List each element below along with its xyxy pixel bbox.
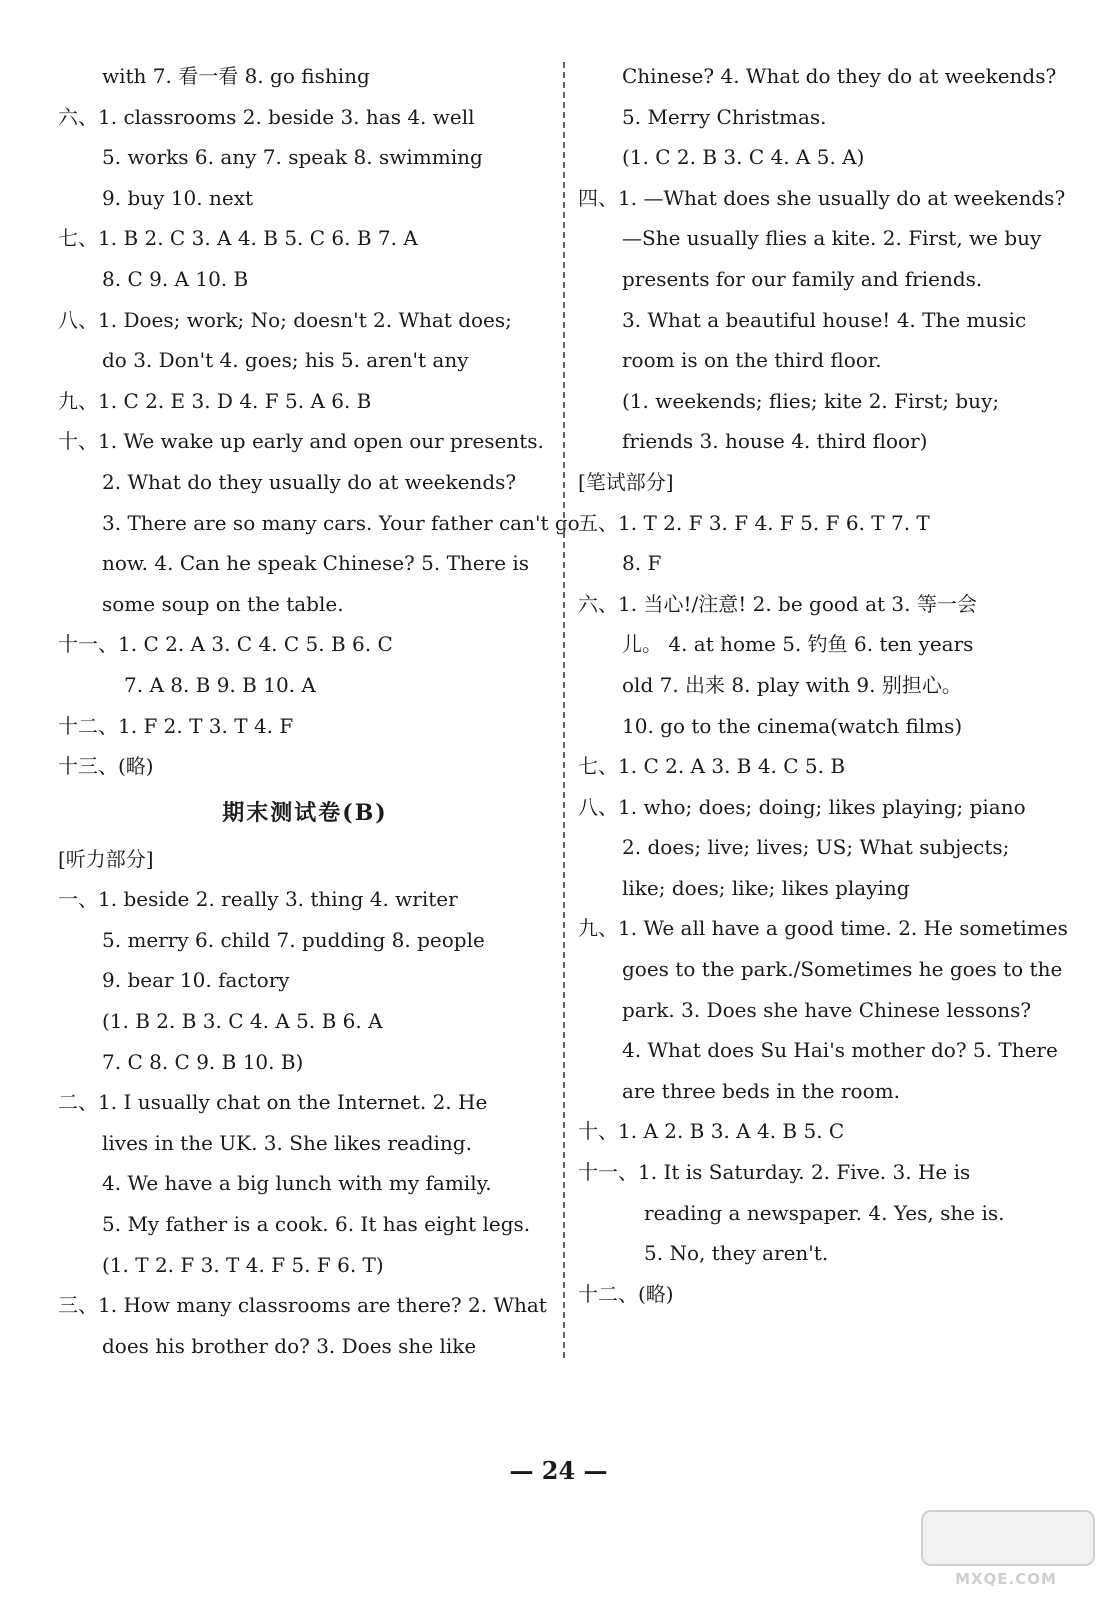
answer-line: now. 4. Can he speak Chinese? 5. There is [102, 551, 530, 576]
answer-line: 五、1. T 2. F 3. F 4. F 5. F 6. T 7. T [578, 510, 930, 535]
watermark-url: MXQE.COM [955, 1570, 1057, 1588]
answer-line: 九、1. C 2. E 3. D 4. F 5. A 6. B [58, 388, 372, 413]
watermark-seal-icon [921, 1510, 1095, 1566]
answer-line: 7. A 8. B 9. B 10. A [124, 672, 316, 697]
answer-line: reading a newspaper. 4. Yes, she is. [644, 1200, 1005, 1225]
answer-line: 9. bear 10. factory [102, 968, 290, 993]
column-divider [563, 62, 565, 1358]
right-column [578, 56, 1072, 1314]
answer-line: room is on the third floor. [622, 348, 882, 373]
answer-line: 十、1. We wake up early and open our presents. [58, 429, 544, 454]
answer-line: with 7. 看一看 8. go fishing [102, 64, 370, 88]
answer-line: 7. C 8. C 9. B 10. B) [102, 1049, 304, 1074]
answer-line: like; does; like; likes playing [622, 875, 910, 900]
answer-line: 儿。 4. at home 5. 钓鱼 6. ten years [622, 632, 974, 657]
answer-line: 3. There are so many cars. Your father can't go [102, 510, 580, 535]
answer-line: 5. My father is a cook. 6. It has eight legs. [102, 1212, 531, 1237]
answer-line: old 7. 出来 8. play with 9. 别担心。 [622, 672, 962, 697]
answer-line: 8. F [622, 551, 662, 576]
answer-line: 八、1. who; does; doing; likes playing; piano [578, 794, 1026, 819]
answer-line: (1. B 2. B 3. C 4. A 5. B 6. A [102, 1009, 383, 1034]
answer-line: 三、1. How many classrooms are there? 2. What [58, 1293, 547, 1318]
answer-line: 4. We have a big lunch with my family. [102, 1171, 492, 1196]
left-column [58, 56, 580, 1366]
answer-line: 十二、(略) [578, 1281, 674, 1306]
answer-line: (1. T 2. F 3. T 4. F 5. F 6. T) [102, 1252, 384, 1277]
answer-line: are three beds in the room. [622, 1078, 900, 1103]
page-number: — 24 — [509, 1456, 608, 1485]
answer-line: 2. does; live; lives; US; What subjects; [622, 835, 1010, 860]
answer-line: park. 3. Does she have Chinese lessons? [622, 997, 1032, 1022]
answer-line: (1. weekends; flies; kite 2. First; buy; [622, 388, 1000, 413]
answer-line: 9. buy 10. next [102, 185, 253, 210]
answer-line: 二、1. I usually chat on the Internet. 2. He [58, 1090, 488, 1115]
answer-line: 4. What does Su Hai's mother do? 5. There [622, 1038, 1058, 1063]
answer-line: 七、1. B 2. C 3. A 4. B 5. C 6. B 7. A [58, 226, 418, 251]
answer-line: 5. merry 6. child 7. pudding 8. people [102, 927, 485, 952]
answer-line: 一、1. beside 2. really 3. thing 4. writer [58, 887, 458, 912]
answer-line: 5. works 6. any 7. speak 8. swimming [102, 145, 483, 170]
section-heading: 期末测试卷(B) [222, 799, 388, 826]
answer-line: 七、1. C 2. A 3. B 4. C 5. B [578, 754, 846, 779]
answer-line: presents for our family and friends. [622, 266, 983, 291]
answer-line: 十二、1. F 2. T 3. T 4. F [58, 713, 294, 738]
answer-line: 八、1. Does; work; No; doesn't 2. What does; [58, 307, 512, 332]
answer-line: (1. C 2. B 3. C 4. A 5. A) [622, 145, 865, 170]
answer-line: lives in the UK. 3. She likes reading. [102, 1130, 472, 1155]
answer-line: 四、1. —What does she usually do at weekends? [578, 185, 1066, 210]
answer-line: some soup on the table. [102, 591, 344, 616]
answer-line: 10. go to the cinema(watch films) [622, 713, 963, 738]
answer-line: [听力部分] [58, 846, 154, 871]
answer-line: do 3. Don't 4. goes; his 5. aren't any [102, 348, 469, 373]
answer-line: 8. C 9. A 10. B [102, 266, 249, 291]
answer-line: 十一、1. C 2. A 3. C 4. C 5. B 6. C [58, 632, 393, 657]
watermark-logo [921, 1510, 1091, 1588]
answer-line: goes to the park./Sometimes he goes to the [622, 957, 1063, 982]
answer-line: 六、1. classrooms 2. beside 3. has 4. well [58, 104, 475, 129]
answer-line: 六、1. 当心!/注意! 2. be good at 3. 等一会 [578, 591, 977, 616]
answer-line: 十、1. A 2. B 3. A 4. B 5. C [578, 1119, 845, 1144]
answer-line: 2. What do they usually do at weekends? [102, 469, 517, 494]
answer-line: friends 3. house 4. third floor) [622, 429, 928, 454]
answer-line: Chinese? 4. What do they do at weekends? [622, 64, 1057, 88]
answer-line: 十一、1. It is Saturday. 2. Five. 3. He is [578, 1160, 971, 1185]
answer-line: [笔试部分] [578, 469, 674, 494]
answer-line: 5. No, they aren't. [644, 1241, 829, 1266]
answer-line: 3. What a beautiful house! 4. The music [622, 307, 1027, 332]
answer-line: 5. Merry Christmas. [622, 104, 827, 129]
answer-line: does his brother do? 3. Does she like [102, 1333, 477, 1358]
answer-line: 九、1. We all have a good time. 2. He sometimes [578, 916, 1068, 941]
answer-line: —She usually flies a kite. 2. First, we buy [622, 226, 1042, 251]
answer-line: 十三、(略) [58, 754, 154, 779]
